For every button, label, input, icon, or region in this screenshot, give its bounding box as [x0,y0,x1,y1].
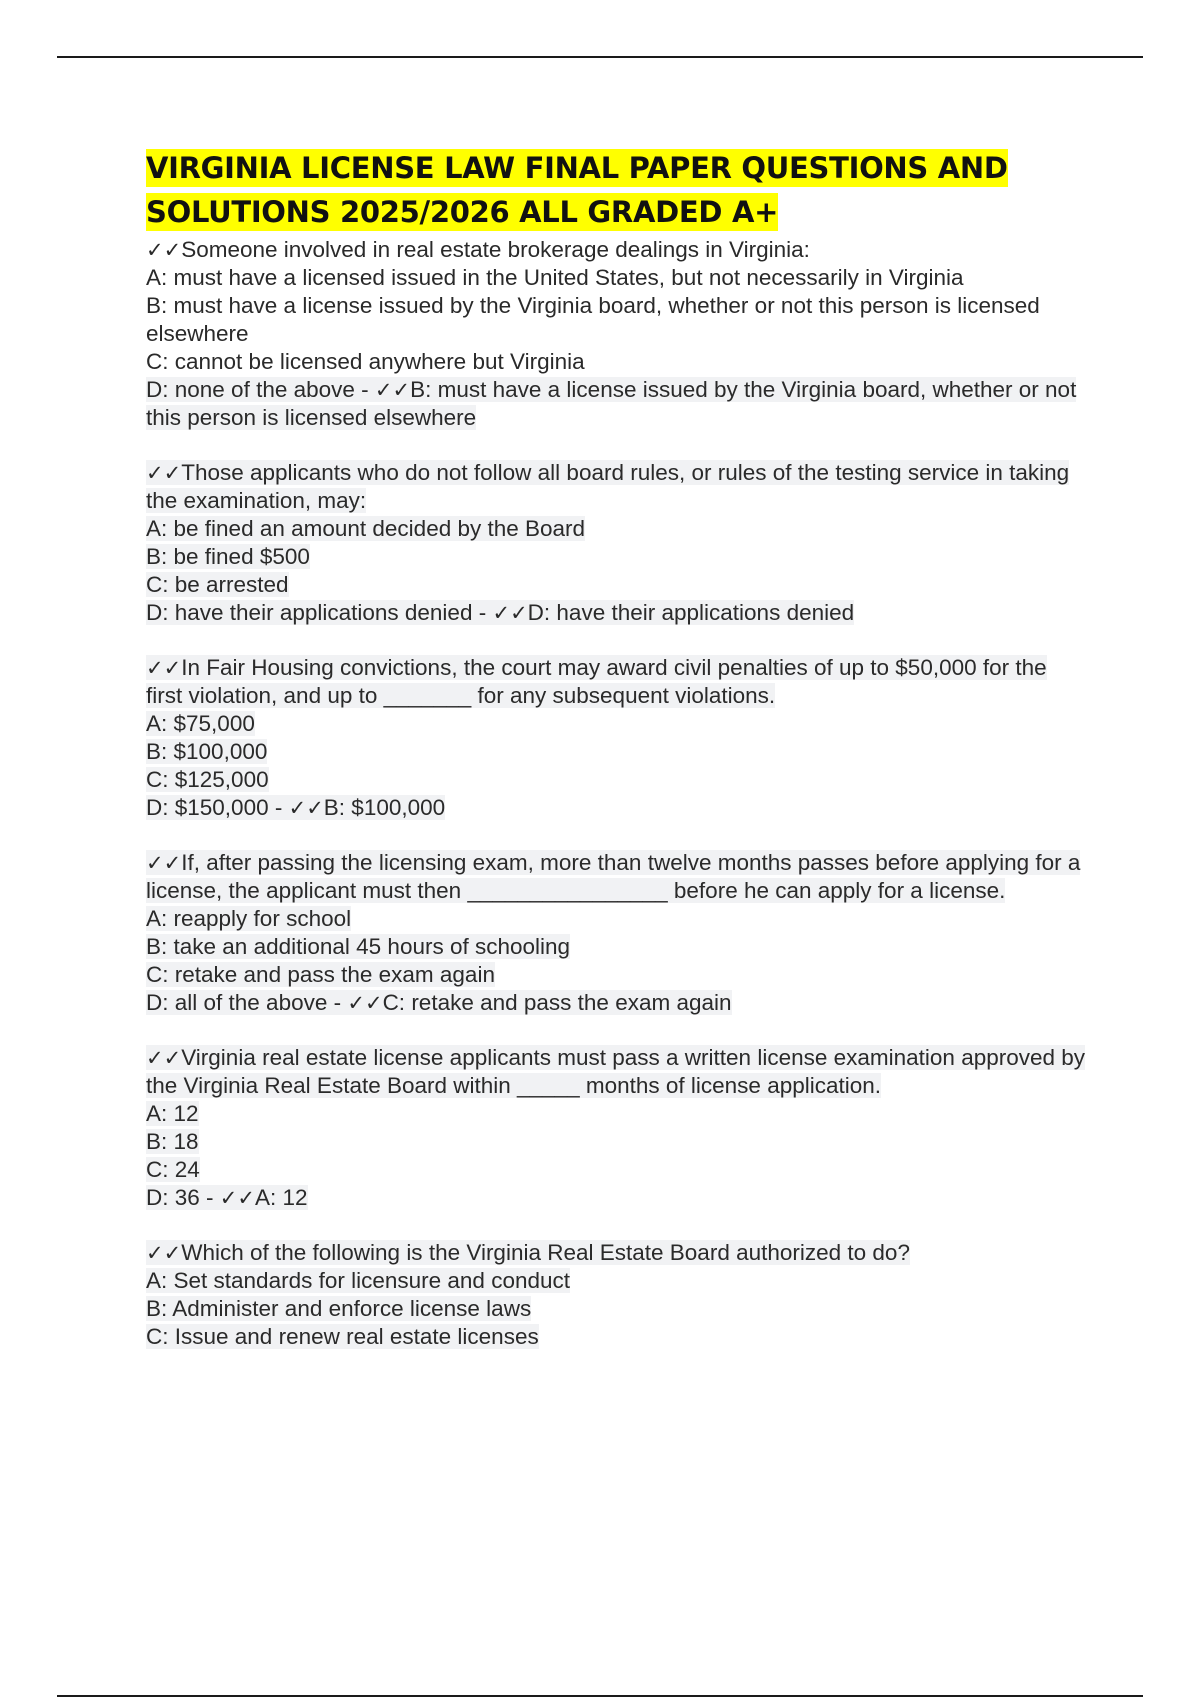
double-check-icon: ✓✓ [146,851,182,875]
answer-option: B: $100,000 [146,739,268,764]
answer-option: A: 12 [146,1101,199,1126]
question-block [146,654,1086,822]
answer-option: C: retake and pass the exam again [146,962,495,987]
answer-option: B: Administer and enforce license laws [146,1296,532,1321]
double-check-icon: ✓✓ [146,1241,182,1265]
document-title [146,146,1086,234]
question-stem: ✓✓Which of the following is the Virginia Real Estate Board authorized to do? [146,1240,910,1265]
double-check-icon: ✓✓ [146,656,182,680]
correct-answer: D: have their applications denied [527,600,855,625]
double-check-icon: ✓✓ [347,991,383,1015]
double-check-icon: ✓✓ [219,1186,255,1210]
answer-option: C: cannot be licensed anywhere but Virginia [146,349,585,374]
double-check-icon: ✓✓ [492,601,528,625]
answer-option: B: 18 [146,1129,199,1154]
answer-option-with-solution: D: $150,000 - ✓✓B: $100,000 [146,795,446,820]
header-rule [57,56,1143,58]
question-block [146,849,1086,1017]
answer-option: C: 24 [146,1157,200,1182]
title-line-2: SOLUTIONS 2025/2026 ALL GRADED A+ [146,195,779,229]
question-block [146,236,1086,432]
double-check-icon: ✓✓ [288,796,324,820]
answer-option: B: be fined $500 [146,544,310,569]
answer-option: A: $75,000 [146,711,255,736]
correct-answer: B: $100,000 [323,795,446,820]
title-line-1: VIRGINIA LICENSE LAW FINAL PAPER QUESTIONS AND [146,151,1008,185]
question-stem: ✓✓Virginia real estate license applicants must pass a written license examination approved by the Virginia Real Estate Board within _____ months of license application. [146,1045,1086,1098]
answer-option: C: $125,000 [146,767,269,792]
double-check-icon: ✓✓ [146,1046,182,1070]
answer-option-with-solution: D: all of the above - ✓✓C: retake and pass the exam again [146,990,732,1015]
question-stem: ✓✓Those applicants who do not follow all board rules, or rules of the testing service in taking the examination, may: [146,460,1070,513]
double-check-icon: ✓✓ [146,461,182,485]
question-stem: ✓✓If, after passing the licensing exam, more than twelve months passes before applying for a license, the applicant must then ________________ before he can apply for a license. [146,850,1081,903]
answer-option: A: Set standards for licensure and conduct [146,1268,570,1293]
answer-option-with-solution: D: 36 - ✓✓A: 12 [146,1185,308,1210]
answer-option-with-solution: D: none of the above - ✓✓B: must have a license issued by the Virginia board, whether or not this person is licensed elsewhere [146,377,1077,430]
double-check-icon: ✓✓ [146,238,182,262]
question-stem: ✓✓Someone involved in real estate brokerage dealings in Virginia: [146,237,810,262]
answer-option-with-solution: D: have their applications denied - ✓✓D: have their applications denied [146,600,855,625]
question-block [146,459,1086,627]
correct-answer: A: 12 [254,1185,308,1210]
double-check-icon: ✓✓ [374,378,411,402]
question-block [146,1044,1086,1212]
footer-rule [57,1695,1143,1697]
answer-option: B: take an additional 45 hours of schooling [146,934,571,959]
correct-answer: B: must have a license issued by the Virginia board, whether or not this person is licensed elsewhere [146,377,1077,430]
answer-option: A: be fined an amount decided by the Board [146,516,586,541]
answer-option: A: must have a licensed issued in the United States, but not necessarily in Virginia [146,265,964,290]
answer-option: C: be arrested [146,572,289,597]
correct-answer: C: retake and pass the exam again [382,990,732,1015]
document-body [146,146,1086,1378]
question-stem: ✓✓In Fair Housing convictions, the court may award civil penalties of up to $50,000 for the first violation, and up to _______ for any subsequent violations. [146,655,1047,708]
answer-option: B: must have a license issued by the Virginia board, whether or not this person is licensed elsewhere [146,293,1040,346]
answer-option: C: Issue and renew real estate licenses [146,1324,539,1349]
answer-option: A: reapply for school [146,906,352,931]
question-block [146,1239,1086,1351]
